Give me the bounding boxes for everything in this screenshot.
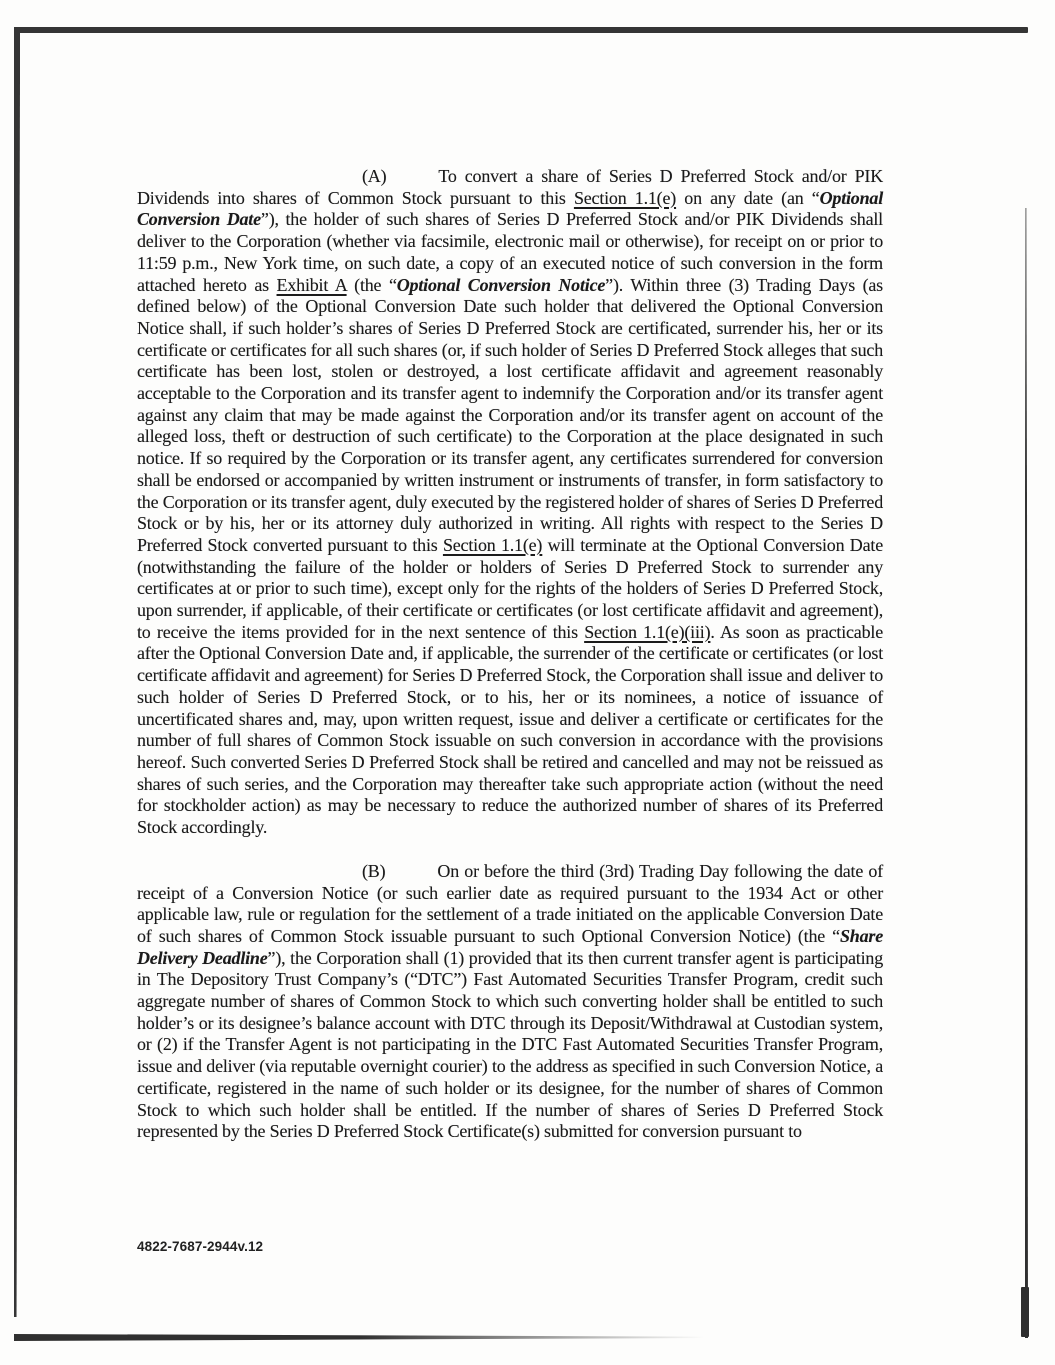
underlined-reference: Section 1.1(e)(iii) xyxy=(584,621,711,642)
defined-term: Share Delivery Deadline xyxy=(137,925,883,968)
text-run: ”), the holder of such shares of Series D Preferred Stock and/or PIK Dividends shall deliver to the Corporation (whether via facsimile, electronic mail or otherwise), for receipt on or prior to 11:59 p.m., New York time, on such date, a copy of an executed notice of such conversion in the form attached hereto as xyxy=(137,209,883,295)
scan-border-bottom xyxy=(14,1334,704,1341)
text-run: will terminate at the Optional Conversion Date (notwithstanding the failure of the holder or holders of Series D Preferred Stock to surrender any certificates at or prior to such time), except only for the rights of the holders of Series D Preferred Stock, upon surrender, if applicable, of their certificate or certificates (or lost certificate affidavit and agreement), to receive the items provided for in the next sentence of this xyxy=(137,534,883,642)
underlined-reference: Section 1.1(e) xyxy=(442,534,543,555)
text-run: (A) xyxy=(362,166,387,186)
text-run: (B) xyxy=(362,860,386,881)
scan-border-right-end xyxy=(1021,1287,1029,1337)
document-control-number: 4822-7687-2944v.12 xyxy=(137,1239,264,1254)
text-run: On or before the third (3rd) Trading Day following the date of receipt of a Conversion Notice (or such earlier date as required pursuant to the 1934 Act or other applicable law, rule or regulation for the settlement of a trade initiated on the applicable Conversion Date of such shares of Common Stock issuable pursuant to such Optional Conversion Notice) (the “ xyxy=(137,860,883,946)
defined-term: Optional Conversion Notice xyxy=(396,274,606,295)
text-run: . As soon as practicable after the Optional Conversion Date and, if applicable, the surrender of the certificate or certificates (or lost certificate affidavit and agreement) for Series D Preferred Stock, the Corporation shall issue and deliver to such holder of Series D Preferred Stock, or to his, her or its nominees, a notice of issuance of uncertificated shares and, may, upon written request, issue and deliver a certificate or certificates for the number of full shares of Common Stock issuable on such conversion in accordance with the provisions hereof. Such converted Series D Preferred Stock shall be retired and cancelled and may not be reissued as shares of such series, and the Corporation may thereafter take such appropriate action (without the need for stockholder action) as may be necessary to reduce the authorized number of shares of its Preferred Stock accordingly. xyxy=(137,621,883,838)
scan-border-left xyxy=(14,27,20,1317)
underlined-reference: Section 1.1(e) xyxy=(573,187,677,208)
defined-term: Optional Conversion Date xyxy=(137,187,884,230)
scan-border-right xyxy=(1025,208,1028,1338)
underlined-reference: Exhibit A xyxy=(276,274,347,295)
scan-border-top xyxy=(14,27,1028,33)
paragraph-A xyxy=(137,166,883,839)
text-run: To convert a share of Series D Preferred Stock and/or PIK Dividends into shares of Common Stock pursuant to this xyxy=(137,166,883,208)
document-body xyxy=(137,166,883,1143)
text-run: (the “ xyxy=(346,274,397,295)
text-run: ”). Within three (3) Trading Days (as defined below) of the Optional Conversion Date such holder that delivered the Optional Conversion Notice shall, if such holder’s shares of Series D Preferred Stock are certificated, surrender his, her or its certificate or certificates for all such shares (or, if such holder of Series D Preferred Stock alleges that such certificate has been lost, stolen or destroyed, a lost certificate affidavit and agreement reasonably acceptable to the Corporation and its transfer agent to indemnify the Corporation and/or its transfer agent against any claim that may be made against the Corporation and/or its transfer agent on account of the alleged loss, theft or destruction of such certificate) to the Corporation at the place designated in such notice. If so required by the Corporation or its transfer agent, any certificates surrendered for conversion shall be endorsed or accompanied by written instrument or instruments of transfer, in form satisfactory to the Corporation or its transfer agent, duly executed by the registered holder of shares of Series D Preferred Stock or by his, her or its attorney duly authorized in writing. All rights with respect to the Series D Preferred Stock converted pursuant to this xyxy=(137,274,883,555)
text-run: on any date (an “ xyxy=(676,187,820,208)
paragraph-B xyxy=(137,861,883,1143)
text-run: ”), the Corporation shall (1) provided that its then current transfer agent is participating in The Depository Trust Company’s (“DTC”) Fast Automated Securities Transfer Program, credit such aggregate number of shares of Common Stock to which such converting holder shall be entitled to such holder’s or its designee’s balance account with DTC through its Deposit/Withdrawal at Custodian system, or (2) if the Transfer Agent is not participating in the DTC Fast Automated Securities Transfer Program, issue and deliver (via reputable overnight courier) to the address as specified in such Conversion Notice, a certificate, registered in the name of such holder or its designee, for the number of shares of Common Stock to which such holder shall be entitled. If the number of shares of Series D Preferred Stock represented by the Series D Preferred Stock Certificate(s) submitted for conversion pursuant to xyxy=(137,947,883,1142)
